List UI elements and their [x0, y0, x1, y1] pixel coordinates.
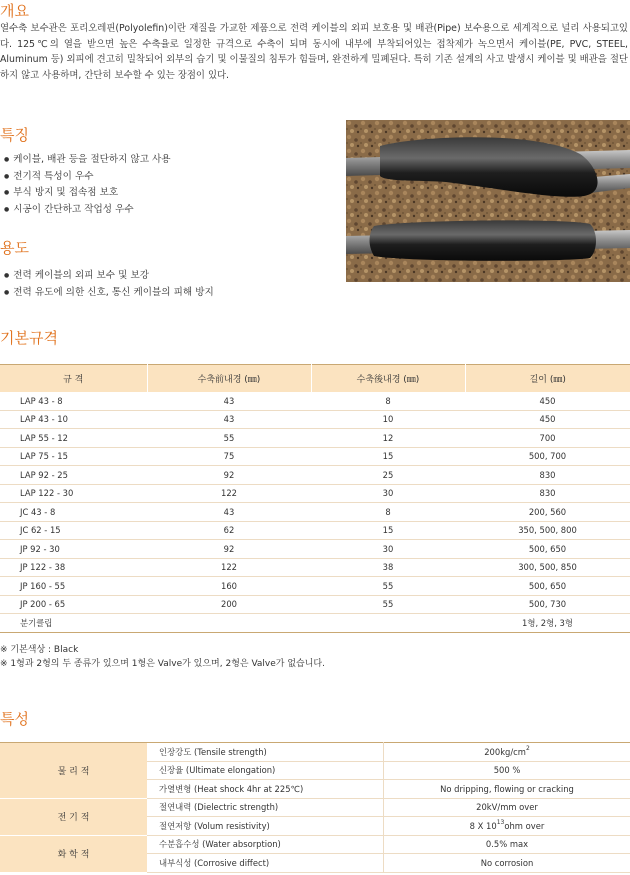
list-item: ● 전력 유도에 의한 신호, 통신 케이블의 피해 방지: [4, 285, 214, 302]
table-cell: 830: [465, 466, 630, 485]
value-superscript: 13: [496, 818, 505, 826]
table-cell: 15: [311, 447, 465, 466]
table-cell: 1형, 2형, 3형: [465, 614, 630, 633]
table-cell: 830: [465, 484, 630, 503]
features-list: [4, 152, 171, 218]
table-cell: 62: [147, 521, 311, 540]
table-row: [0, 798, 630, 817]
property-name: 내부식성 (Corrosive diffect): [147, 854, 384, 873]
table-cell: LAP 75 - 15: [0, 447, 147, 466]
table-cell: 500, 650: [465, 540, 630, 559]
table-row: [0, 595, 630, 614]
table-cell: 25: [311, 466, 465, 485]
list-item: ● 케이블, 배관 등을 절단하지 않고 사용: [4, 152, 171, 169]
table-cell: JP 92 - 30: [0, 540, 147, 559]
list-item: ● 부식 방지 및 접속점 보호: [4, 185, 171, 202]
header-cell: 길이 (㎜): [465, 365, 630, 393]
property-name: 인장강도 (Tensile strength): [147, 743, 384, 762]
property-name: 신장율 (Ultimate elongation): [147, 761, 384, 780]
list-item: ● 전기적 특성이 우수: [4, 169, 171, 186]
table-row: [0, 614, 630, 633]
table-cell: 8: [311, 392, 465, 410]
table-cell: 55: [311, 595, 465, 614]
product-photo: [346, 120, 630, 282]
table-cell: 92: [147, 540, 311, 559]
table-cell: 10: [311, 410, 465, 429]
properties-table: [0, 742, 630, 873]
table-cell: LAP 43 - 10: [0, 410, 147, 429]
usage-list: [4, 268, 214, 301]
table-cell: 160: [147, 577, 311, 596]
header-cell: 수축後내경 (㎜): [311, 365, 465, 393]
product-photo-illustration: [346, 120, 630, 282]
table-cell: 8: [311, 503, 465, 522]
spec-table: [0, 364, 630, 633]
table-cell: 55: [147, 429, 311, 448]
overview-text: 열수축 보수관은 포리오레핀(Polyolefin)이란 재질을 가교한 제품으로 전력 케이블의 외피 보호용 및 배관(Pipe) 보수용으로 세계적으로 널리 사용되고있다. 125℃의 열을 받으면 높은 수축율로 일정한 규격으로 수축이 되며 동시에 내부에 부착되어있는 접착제가 녹으면서 케이블(PE, PVC, STEEL, Aluminum 등) 외피에 견고히 밀착되어 외부의 습기 및 이물질의 침투가 힘들며, 완전하게 밀폐된다. 특히 기존 설계의 사고 발생시 케이블 및 배관을 절단하지 않고 사용하며, 간단히 보수할 수 있는 장점이 있다.: [0, 23, 628, 81]
property-value: [384, 780, 630, 799]
header-cell: 수축前내경 (㎜): [147, 365, 311, 393]
table-row: [0, 484, 630, 503]
property-value: [384, 743, 630, 762]
table-cell: 500, 700: [465, 447, 630, 466]
header-cell: 규 격: [0, 365, 147, 393]
table-cell: JP 160 - 55: [0, 577, 147, 596]
table-cell: 450: [465, 410, 630, 429]
table-row: [0, 429, 630, 448]
property-value: [384, 761, 630, 780]
table-cell: LAP 55 - 12: [0, 429, 147, 448]
property-value: [384, 817, 630, 836]
table-row: [0, 558, 630, 577]
property-name: 절연내력 (Dielectric strength): [147, 798, 384, 817]
property-name: 절연저항 (Volum resistivity): [147, 817, 384, 836]
value-text: 200kg/cm: [484, 746, 526, 757]
value-text: 8 X 10: [469, 820, 497, 831]
table-cell: JC 43 - 8: [0, 503, 147, 522]
table-cell: 450: [465, 392, 630, 410]
list-item: ● 시공이 간단하고 작업성 우수: [4, 202, 171, 219]
value-text: No corrosion: [480, 857, 534, 868]
features-title: 특징: [0, 126, 29, 144]
property-value: [384, 835, 630, 854]
table-cell: LAP 43 - 8: [0, 392, 147, 410]
value-text: 20kV/mm over: [476, 802, 538, 813]
table-row: [0, 503, 630, 522]
table-cell: 12: [311, 429, 465, 448]
category-cell: 물 리 적: [0, 743, 147, 799]
table-row: [0, 521, 630, 540]
table-row: [0, 392, 630, 410]
note-text: ※ 1형과 2형의 두 종류가 있으며 1형은 Valve가 있으며, 2형은 Valve가 없습니다.: [0, 659, 325, 669]
table-cell: 350, 500, 800: [465, 521, 630, 540]
table-cell: 43: [147, 392, 311, 410]
table-cell: 30: [311, 484, 465, 503]
table-cell: 38: [311, 558, 465, 577]
table-cell: JP 122 - 38: [0, 558, 147, 577]
property-name: 가열변형 (Heat shock 4hr at 225℃): [147, 780, 384, 799]
overview-title: 개요: [0, 2, 29, 20]
table-cell: 200: [147, 595, 311, 614]
table-cell: 122: [147, 558, 311, 577]
table-row: [0, 466, 630, 485]
table-row: [0, 447, 630, 466]
table-cell: JC 62 - 15: [0, 521, 147, 540]
table-cell: 500, 650: [465, 577, 630, 596]
value-text: 500 %: [493, 765, 521, 776]
spec-title: 기본규격: [0, 329, 58, 347]
table-cell: 55: [311, 577, 465, 596]
value-tail: ohm over: [504, 820, 545, 831]
table-row: [0, 835, 630, 854]
table-cell: LAP 92 - 25: [0, 466, 147, 485]
table-row: [0, 577, 630, 596]
table-cell: 15: [311, 521, 465, 540]
property-name: 수분흡수성 (Water absorption): [147, 835, 384, 854]
table-row: [0, 540, 630, 559]
table-cell: 분기클립: [0, 614, 147, 633]
table-cell: 500, 730: [465, 595, 630, 614]
value-superscript: 2: [525, 744, 530, 752]
usage-title: 용도: [0, 239, 29, 257]
table-cell: [147, 614, 465, 633]
list-item: ● 전력 케이블의 외피 보수 및 보강: [4, 268, 214, 285]
props-title: 특성: [0, 710, 29, 728]
table-cell: 75: [147, 447, 311, 466]
note-text: ※ 기본색상 : Black: [0, 645, 79, 655]
value-text: 0.5% max: [485, 839, 529, 850]
spec-notes: [0, 643, 325, 671]
table-cell: 30: [311, 540, 465, 559]
table-cell: 122: [147, 484, 311, 503]
table-cell: 700: [465, 429, 630, 448]
table-cell: JP 200 - 65: [0, 595, 147, 614]
property-value: [384, 854, 630, 873]
table-row: [0, 410, 630, 429]
value-text: No dripping, flowing or cracking: [440, 783, 574, 794]
table-cell: LAP 122 - 30: [0, 484, 147, 503]
table-cell: 43: [147, 503, 311, 522]
table-cell: 300, 500, 850: [465, 558, 630, 577]
table-cell: 200, 560: [465, 503, 630, 522]
category-cell: 전 기 적: [0, 798, 147, 835]
table-cell: 43: [147, 410, 311, 429]
table-row: [0, 743, 630, 762]
table-cell: 92: [147, 466, 311, 485]
property-value: [384, 798, 630, 817]
table-header-row: [0, 365, 630, 393]
category-cell: 화 학 적: [0, 835, 147, 872]
